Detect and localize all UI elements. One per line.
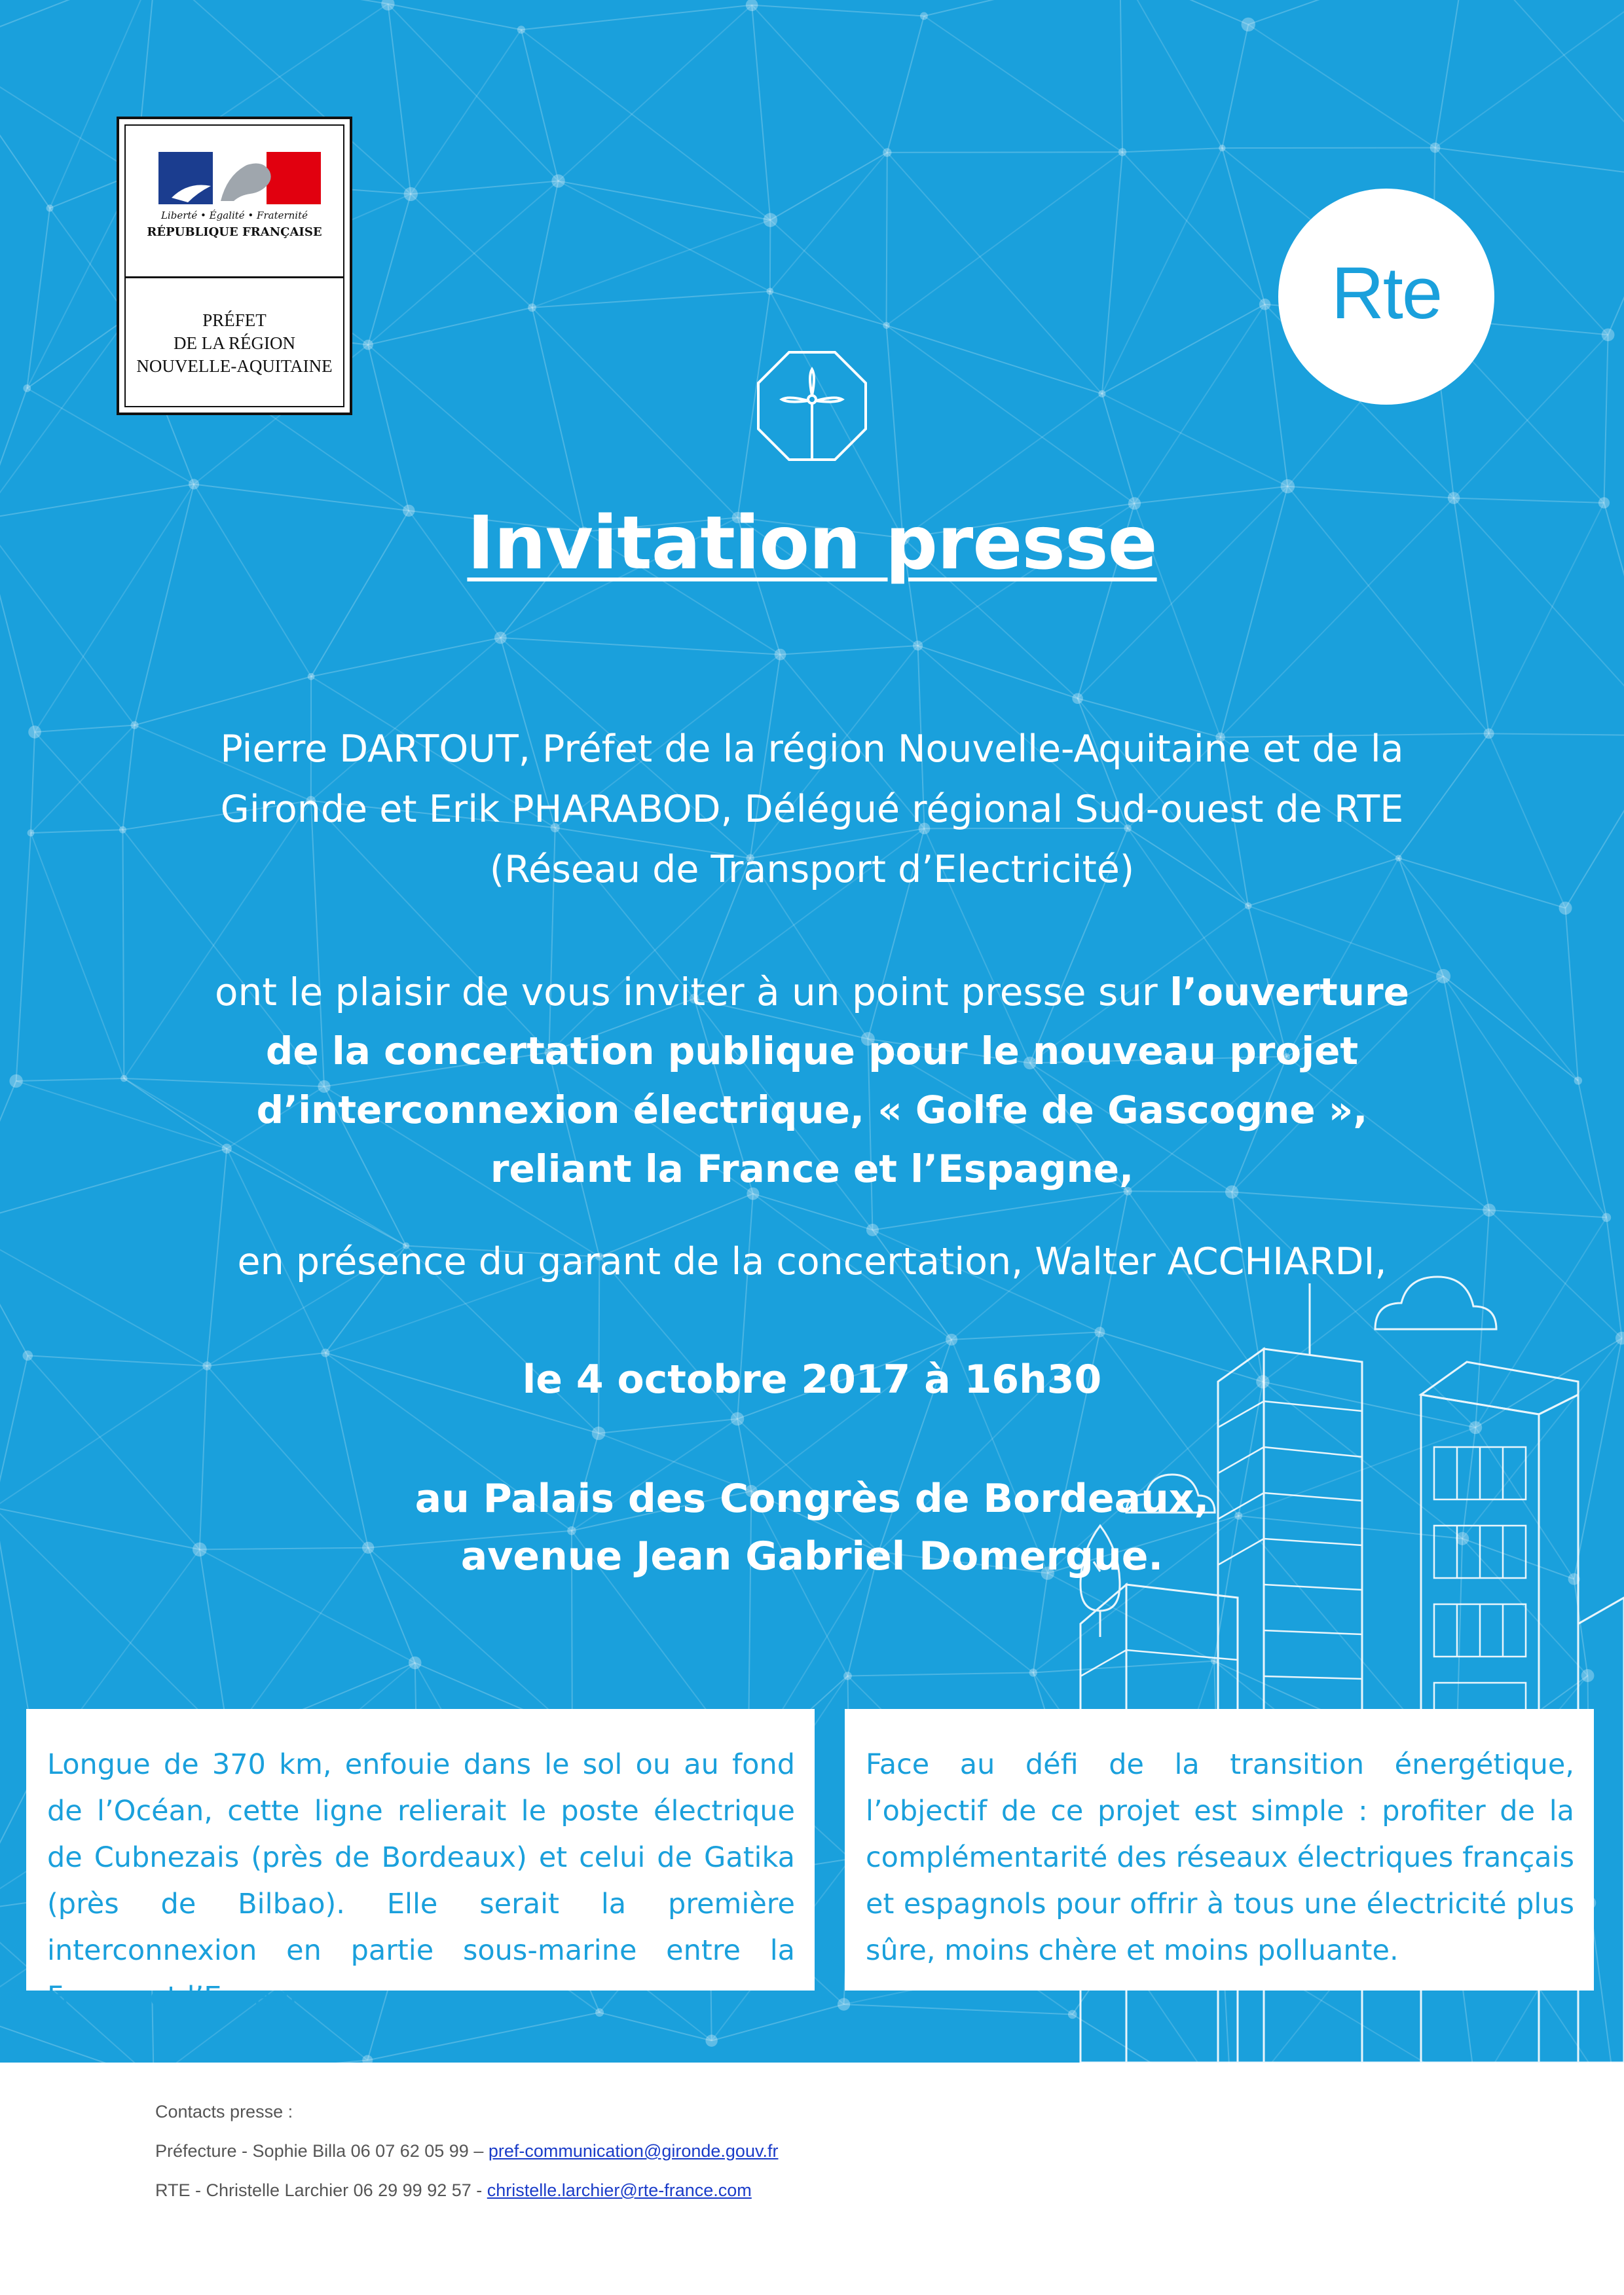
event-date: le 4 octobre 2017 à 16h30 (522, 1357, 1102, 1403)
network-node (120, 1075, 128, 1082)
network-line (388, 4, 411, 194)
network-node (23, 1351, 33, 1361)
network-line (887, 153, 1102, 394)
network-node (28, 830, 35, 837)
network-line (559, 181, 770, 291)
network-node (1430, 143, 1441, 153)
network-node (767, 288, 774, 295)
network-line (887, 16, 924, 152)
network-line (752, 5, 887, 153)
event-venue (131, 1470, 1493, 1585)
network-line (1102, 394, 1135, 504)
invitation-highlight: d’interconnexion électrique, « Golfe de Gascogne », (256, 1088, 1368, 1132)
network-line (887, 325, 1102, 394)
network-node (843, 1672, 852, 1680)
network-line (770, 153, 887, 291)
network-line (532, 220, 771, 308)
network-node (1559, 902, 1572, 915)
network-node (920, 12, 928, 20)
network-line (1489, 733, 1624, 735)
wind-turbine-icon (753, 347, 871, 465)
network-line (27, 208, 50, 388)
network-node (1118, 148, 1126, 156)
network-node (551, 174, 564, 187)
network-line (31, 732, 35, 833)
network-line (0, 50, 50, 208)
invitation-line (131, 1139, 1493, 1198)
network-node (189, 479, 199, 489)
network-line (311, 638, 500, 676)
network-node (1072, 693, 1083, 704)
network-line (388, 4, 521, 29)
network-node (1245, 902, 1252, 909)
prefet-title (126, 309, 343, 378)
network-line (753, 1194, 873, 1230)
invitation-line (131, 1021, 1493, 1080)
network-line (1435, 0, 1467, 148)
network-line (918, 646, 1078, 699)
marianne-flag-icon (158, 152, 321, 204)
network-line (31, 725, 135, 833)
network-line (16, 1078, 124, 1081)
network-line (411, 29, 521, 194)
network-node (28, 725, 41, 739)
network-line (752, 5, 924, 16)
network-line (388, 4, 558, 181)
project-objective-box: Face au défi de la transition énergétique, l’objectif de ce projet est simple : profiter de la complémentarité des réseaux électriques français et espagnols pour offrir à tous une électricité plus sûre, moins chère et moins polluante. (845, 1709, 1594, 1991)
rte-logo (1278, 189, 1494, 405)
network-line (1435, 0, 1624, 148)
network-line (752, 5, 770, 220)
network-line (368, 345, 409, 511)
network-line (0, 388, 27, 519)
network-node (1602, 1213, 1611, 1222)
network-line (0, 1081, 16, 1225)
network-node (1281, 479, 1295, 494)
contact-rte-label: RTE - Christelle Larchier 06 29 99 92 57 - (155, 2180, 487, 2200)
network-line (31, 833, 124, 1078)
network-line (887, 152, 1122, 153)
network-line (887, 325, 1135, 504)
network-node (517, 26, 525, 33)
network-line (122, 830, 124, 1078)
hosts-line: (Réseau de Transport d’Electricité) (489, 848, 1135, 891)
network-line (559, 181, 771, 220)
network-node (1574, 1076, 1582, 1084)
network-line (0, 1225, 28, 1355)
network-node (775, 649, 786, 661)
network-line (521, 29, 770, 220)
network-line (0, 1355, 28, 1507)
network-node (9, 1074, 22, 1088)
network-line (368, 308, 532, 345)
network-node (883, 322, 890, 329)
invitation-intro: ont le plaisir de vous inviter à un point presse sur (215, 970, 1170, 1014)
contact-prefecture-email-link[interactable]: pref-communication@gironde.gouv.fr (488, 2141, 779, 2161)
network-line (1102, 304, 1265, 394)
network-line (770, 291, 887, 325)
network-line (887, 152, 1122, 325)
network-line (500, 638, 780, 655)
network-line (1467, 0, 1624, 179)
network-node (1602, 328, 1615, 341)
network-node (404, 187, 418, 201)
hosts-line: Gironde et Erik PHARABOD, Délégué régional Sud-ouest de RTE (220, 788, 1404, 831)
network-line (1122, 148, 1222, 152)
contact-rte (155, 2180, 752, 2201)
republic-motto: Liberté • Égalité • Fraternité (160, 210, 308, 221)
network-node (1098, 390, 1105, 397)
network-node (595, 2008, 604, 2017)
network-line (1248, 24, 1435, 147)
network-node (363, 340, 373, 350)
venue-line: au Palais des Congrès de Bordeaux, (415, 1476, 1209, 1522)
project-description-box: Longue de 370 km, enfouie dans le sol ou au fond de l’Océan, cette ligne relierait le poste électrique de Cubnezais (près de Bordeaux) et celui de Gatika (près de Bilbao). Elle serait la première interconnexion en partie sous-marine entre la France et l’Espagne. (26, 1709, 815, 1991)
network-line (924, 16, 1122, 152)
network-line (600, 2013, 712, 2041)
network-line (154, 2061, 368, 2063)
network-node (23, 384, 31, 392)
invitation-highlight: l’ouverture (1170, 970, 1409, 1014)
contact-prefecture (155, 2141, 778, 2161)
page-title: Invitation presse (467, 501, 1157, 586)
network-line (1248, 0, 1467, 24)
network-node (913, 640, 923, 650)
invitation-line (131, 1080, 1493, 1139)
network-line (532, 308, 738, 518)
network-node (308, 673, 315, 680)
network-line (1134, 304, 1264, 504)
network-node (838, 1998, 850, 2010)
network-line (521, 5, 752, 30)
rte-logo-text: Rte (1331, 252, 1442, 334)
network-line (781, 646, 918, 655)
network-line (770, 220, 886, 325)
network-node (46, 204, 54, 211)
network-line (135, 676, 312, 725)
network-line (0, 50, 136, 174)
network-line (559, 5, 752, 181)
network-line (1287, 487, 1454, 498)
network-line (0, 0, 156, 50)
network-line (35, 725, 134, 732)
network-node (494, 632, 507, 644)
network-node (1242, 18, 1255, 31)
network-node (119, 826, 126, 834)
network-line (1608, 179, 1624, 335)
network-node (946, 1334, 957, 1346)
logo-divider (126, 276, 343, 278)
network-line (411, 194, 532, 307)
network-line (521, 29, 559, 181)
network-line (1120, 0, 1222, 148)
network-node (1219, 145, 1225, 151)
network-node (409, 1657, 422, 1670)
network-line (31, 830, 122, 833)
network-node (705, 2034, 717, 2046)
network-node (883, 148, 891, 156)
network-node (731, 1412, 744, 1425)
network-line (367, 2013, 599, 2061)
network-line (368, 194, 411, 344)
venue-line: avenue Jean Gabriel Domergue. (460, 1533, 1164, 1579)
invitation-highlight: de la concertation publique pour le nouveau projet (265, 1029, 1359, 1073)
network-node (362, 2055, 373, 2063)
network-line (924, 0, 1120, 16)
network-line (532, 308, 584, 532)
contacts-heading: Contacts presse : (155, 2102, 293, 2121)
invitation-paragraph (131, 963, 1493, 1198)
network-line (411, 181, 558, 194)
network-node (1259, 299, 1271, 310)
network-line (1435, 148, 1624, 179)
network-line (770, 153, 887, 220)
network-node (764, 213, 777, 227)
network-line (156, 0, 388, 4)
network-line (1454, 335, 1608, 498)
network-line (599, 1419, 737, 1433)
network-node (528, 303, 536, 312)
network-line (1566, 908, 1578, 1081)
network-line (1604, 335, 1608, 503)
prefet-title-line: DE LA RÉGION (174, 333, 295, 353)
prefet-title-line: PRÉFET (202, 310, 267, 330)
prefet-logo (117, 117, 352, 415)
invitation-highlight: reliant la France et l’Espagne, (490, 1147, 1134, 1191)
network-node (592, 1427, 606, 1441)
contact-prefecture-label: Préfecture - Sophie Billa 06 07 62 05 99 – (155, 2141, 489, 2161)
network-line (16, 833, 31, 1081)
network-node (1483, 1203, 1496, 1217)
network-line (847, 1672, 1033, 1676)
guarantor-line: en présence du garant de la concertation, Walter ACCHIARDI, (237, 1240, 1387, 1283)
hosts-line: Pierre DARTOUT, Préfet de la région Nouvelle-Aquitaine et de la (220, 727, 1404, 771)
invitation-line (131, 963, 1493, 1021)
contact-rte-email-link[interactable]: christelle.larchier@rte-france.com (487, 2180, 752, 2200)
network-line (1102, 394, 1287, 486)
network-line (368, 181, 559, 344)
network-line (27, 317, 128, 388)
prefet-title-line: NOUVELLE-AQUITAINE (136, 356, 333, 376)
hosts-paragraph (131, 719, 1493, 900)
network-line (770, 220, 771, 291)
network-line (1566, 735, 1624, 908)
network-line (1120, 0, 1122, 152)
network-line (532, 291, 770, 308)
network-line (1489, 1210, 1606, 1217)
network-line (1489, 733, 1566, 908)
network-line (712, 2004, 844, 2040)
network-line (0, 317, 128, 519)
network-line (1222, 24, 1248, 148)
republic-name: RÉPUBLIQUE FRANÇAISE (147, 225, 322, 239)
